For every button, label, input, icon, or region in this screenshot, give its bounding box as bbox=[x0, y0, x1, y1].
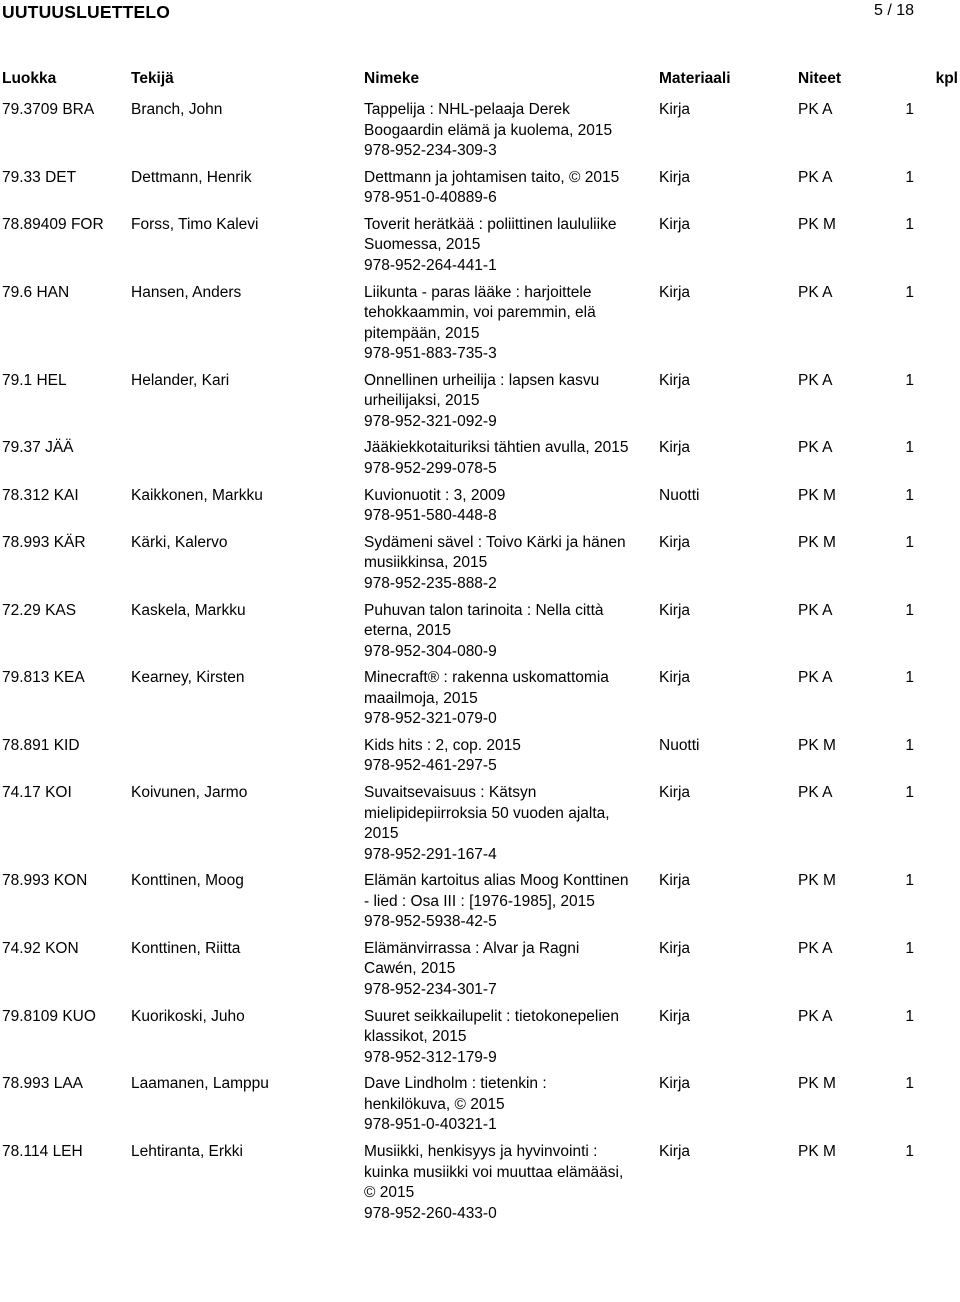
location-code: PK M bbox=[798, 1075, 836, 1093]
title-text: Jääkiekkotaituriksi tähtien avulla, 2015 bbox=[364, 439, 629, 457]
classification-code: 79.3709 BRA bbox=[2, 101, 95, 118]
material-type: Kirja bbox=[659, 439, 691, 457]
material-type: Kirja bbox=[659, 601, 691, 619]
title-text: Toverit herätkää : poliittinen laululiike Suomessa, 2015 bbox=[364, 215, 617, 254]
author-name: Dettmann, Henrik bbox=[131, 168, 252, 186]
column-header-kpl: kpl bbox=[935, 70, 958, 87]
title-block bbox=[364, 601, 634, 663]
catalog-list bbox=[0, 100, 960, 1230]
classification-code: 78.312 KAI bbox=[2, 486, 79, 504]
classification-code: 74.92 KON bbox=[2, 939, 79, 957]
catalog-row bbox=[0, 736, 960, 777]
material-type: Kirja bbox=[659, 1075, 691, 1093]
title-text: Onnellinen urheilija : lapsen kasvu urheilijaksi, 2015 bbox=[364, 371, 600, 410]
title-text: Suvaitsevaisuus : Kätsyn mielipidepiirroksia 50 vuoden ajalta, 2015 bbox=[364, 784, 610, 843]
title-text: Elämänvirrassa : Alvar ja Ragni Cawén, 2015 bbox=[364, 939, 580, 978]
catalog-row bbox=[0, 100, 960, 162]
title-block bbox=[364, 1007, 634, 1069]
title-block bbox=[364, 371, 634, 433]
page-number: 5 / 18 bbox=[873, 2, 914, 19]
isbn: 978-951-580-448-8 bbox=[364, 507, 497, 525]
title-text: Elämän kartoitus alias Moog Konttinen - lied : Osa III : [1976-1985], 2015 bbox=[364, 872, 629, 910]
title-block bbox=[364, 668, 634, 730]
isbn: 978-951-883-735-3 bbox=[364, 345, 497, 363]
author-name: Helander, Kari bbox=[131, 371, 230, 389]
location-code: PK A bbox=[798, 1007, 833, 1025]
material-type: Kirja bbox=[659, 872, 691, 890]
material-type: Kirja bbox=[659, 168, 691, 186]
title-block bbox=[364, 168, 634, 209]
title-block bbox=[364, 283, 634, 365]
material-type: Kirja bbox=[659, 533, 691, 551]
title-text: Puhuvan talon tarinoita : Nella città eterna, 2015 bbox=[364, 601, 604, 639]
copy-count: 1 bbox=[905, 1143, 914, 1160]
location-code: PK M bbox=[798, 486, 836, 504]
isbn: 978-952-260-433-0 bbox=[364, 1204, 497, 1222]
classification-code: 74.17 KOI bbox=[2, 784, 72, 802]
location-code: PK M bbox=[798, 215, 836, 233]
material-type: Kirja bbox=[659, 784, 691, 802]
isbn: 978-952-321-092-9 bbox=[364, 412, 497, 430]
author-name: Branch, John bbox=[131, 101, 223, 118]
author-name: Kärki, Kalervo bbox=[131, 533, 228, 551]
column-header-luokka: Luokka bbox=[2, 70, 57, 87]
author-name: Konttinen, Riitta bbox=[131, 939, 241, 957]
material-type: Kirja bbox=[659, 939, 691, 957]
location-code: PK M bbox=[798, 736, 836, 754]
column-header-niteet: Niteet bbox=[798, 70, 842, 87]
copy-count: 1 bbox=[905, 1007, 914, 1025]
isbn: 978-951-0-40321-1 bbox=[364, 1116, 497, 1134]
copy-count: 1 bbox=[905, 533, 914, 551]
column-header-materiaali: Materiaali bbox=[659, 70, 731, 87]
isbn: 978-952-235-888-2 bbox=[364, 574, 497, 592]
isbn: 978-952-461-297-5 bbox=[364, 757, 497, 775]
copy-count: 1 bbox=[905, 784, 914, 802]
copy-count: 1 bbox=[905, 283, 914, 301]
catalog-row bbox=[0, 1007, 960, 1069]
location-code: PK A bbox=[798, 168, 833, 186]
title-text: Kids hits : 2, cop. 2015 bbox=[364, 736, 521, 754]
location-code: PK A bbox=[798, 101, 833, 118]
title-block bbox=[364, 533, 634, 595]
copy-count: 1 bbox=[905, 736, 914, 754]
isbn: 978-952-234-301-7 bbox=[364, 980, 497, 998]
location-code: PK A bbox=[798, 283, 833, 301]
classification-code: 79.8109 KUO bbox=[2, 1007, 96, 1025]
title-block bbox=[364, 1074, 634, 1136]
classification-code: 72.29 KAS bbox=[2, 601, 77, 619]
catalog-row bbox=[0, 601, 960, 663]
catalog-row bbox=[0, 1142, 960, 1224]
isbn: 978-952-291-167-4 bbox=[364, 845, 497, 863]
author-name: Kuorikoski, Juho bbox=[131, 1007, 245, 1025]
copy-count: 1 bbox=[905, 168, 914, 186]
author-name: Forss, Timo Kalevi bbox=[131, 215, 259, 233]
catalog-row bbox=[0, 871, 960, 933]
catalog-row bbox=[0, 283, 960, 365]
classification-code: 79.33 DET bbox=[2, 168, 77, 186]
title-block bbox=[364, 871, 634, 933]
title-block bbox=[364, 100, 634, 162]
author-name: Kaskela, Markku bbox=[131, 601, 246, 619]
author-name: Hansen, Anders bbox=[131, 283, 242, 301]
copy-count: 1 bbox=[905, 486, 914, 504]
isbn: 978-952-299-078-5 bbox=[364, 459, 497, 477]
location-code: PK A bbox=[798, 784, 833, 802]
title-text: Dave Lindholm : tietenkin : henkilökuva, © 2015 bbox=[364, 1075, 547, 1113]
classification-code: 78.114 LEH bbox=[2, 1143, 83, 1160]
classification-code: 78.89409 FOR bbox=[2, 215, 104, 233]
isbn: 978-952-321-079-0 bbox=[364, 710, 497, 728]
isbn: 978-951-0-40889-6 bbox=[364, 189, 497, 207]
material-type: Nuotti bbox=[659, 486, 700, 504]
copy-count: 1 bbox=[905, 439, 914, 457]
catalog-row bbox=[0, 486, 960, 527]
material-type: Kirja bbox=[659, 1007, 691, 1025]
title-text: Kuvionuotit : 3, 2009 bbox=[364, 486, 506, 504]
copy-count: 1 bbox=[905, 939, 914, 957]
author-name: Konttinen, Moog bbox=[131, 872, 244, 890]
copy-count: 1 bbox=[905, 669, 914, 687]
column-header-tekija: Tekijä bbox=[131, 70, 174, 87]
isbn: 978-952-234-309-3 bbox=[364, 142, 497, 159]
copy-count: 1 bbox=[905, 215, 914, 233]
title-block bbox=[364, 215, 634, 277]
document-title: UUTUUSLUETTELO bbox=[2, 2, 171, 22]
classification-code: 79.1 HEL bbox=[2, 371, 67, 389]
title-text: Liikunta - paras lääke : harjoittele tehokkaammin, voi paremmin, elä pitempään, 2015 bbox=[364, 283, 596, 342]
copy-count: 1 bbox=[905, 371, 914, 389]
classification-code: 78.993 KÄR bbox=[2, 533, 86, 551]
author-name: Kearney, Kirsten bbox=[131, 669, 245, 687]
material-type: Kirja bbox=[659, 371, 691, 389]
classification-code: 78.993 LAA bbox=[2, 1075, 84, 1093]
location-code: PK A bbox=[798, 601, 833, 619]
author-name: Kaikkonen, Markku bbox=[131, 486, 263, 504]
title-text: Minecraft® : rakenna uskomattomia maailmoja, 2015 bbox=[364, 669, 609, 707]
title-block bbox=[364, 1142, 634, 1224]
title-block bbox=[364, 939, 634, 1001]
material-type: Kirja bbox=[659, 215, 691, 233]
title-block bbox=[364, 486, 634, 527]
catalog-row bbox=[0, 668, 960, 730]
catalog-row bbox=[0, 215, 960, 277]
location-code: PK A bbox=[798, 439, 833, 457]
material-type: Kirja bbox=[659, 101, 691, 118]
author-name: Laamanen, Lamppu bbox=[131, 1075, 269, 1093]
catalog-row bbox=[0, 1074, 960, 1136]
copy-count: 1 bbox=[905, 1075, 914, 1093]
location-code: PK M bbox=[798, 533, 836, 551]
material-type: Kirja bbox=[659, 283, 691, 301]
catalog-row bbox=[0, 168, 960, 209]
title-block bbox=[364, 783, 634, 865]
isbn: 978-952-5938-42-5 bbox=[364, 913, 497, 931]
catalog-row bbox=[0, 533, 960, 595]
location-code: PK M bbox=[798, 1143, 836, 1160]
isbn: 978-952-304-080-9 bbox=[364, 642, 497, 660]
page-header bbox=[0, 0, 960, 26]
title-text: Tappelija : NHL-pelaaja Derek Boogaardin elämä ja kuolema, 2015 bbox=[364, 101, 613, 139]
isbn: 978-952-312-179-9 bbox=[364, 1048, 497, 1066]
isbn: 978-952-264-441-1 bbox=[364, 256, 497, 274]
material-type: Nuotti bbox=[659, 736, 700, 754]
author-name: Lehtiranta, Erkki bbox=[131, 1143, 243, 1160]
catalog-row bbox=[0, 371, 960, 433]
classification-code: 78.993 KON bbox=[2, 872, 88, 890]
location-code: PK M bbox=[798, 872, 836, 890]
classification-code: 79.37 JÄÄ bbox=[2, 439, 74, 457]
location-code: PK A bbox=[798, 669, 833, 687]
title-block bbox=[364, 736, 634, 777]
catalog-row bbox=[0, 783, 960, 865]
classification-code: 78.891 KID bbox=[2, 736, 80, 754]
author-name: Koivunen, Jarmo bbox=[131, 784, 248, 802]
classification-code: 79.813 KEA bbox=[2, 669, 85, 687]
material-type: Kirja bbox=[659, 669, 691, 687]
copy-count: 1 bbox=[905, 601, 914, 619]
classification-code: 79.6 HAN bbox=[2, 283, 70, 301]
title-text: Dettmann ja johtamisen taito, © 2015 bbox=[364, 168, 620, 186]
location-code: PK A bbox=[798, 371, 833, 389]
catalog-row bbox=[0, 438, 960, 479]
material-type: Kirja bbox=[659, 1143, 691, 1160]
location-code: PK A bbox=[798, 939, 833, 957]
column-header-nimeke: Nimeke bbox=[364, 70, 420, 87]
copy-count: 1 bbox=[905, 101, 914, 118]
catalog-row bbox=[0, 939, 960, 1001]
copy-count: 1 bbox=[905, 872, 914, 890]
title-text: Suuret seikkailupelit : tietokonepelien klassikot, 2015 bbox=[364, 1007, 620, 1046]
title-text: Musiikki, henkisyys ja hyvinvointi : kuinka musiikki voi muuttaa elämääsi, © 2015 bbox=[364, 1143, 624, 1201]
title-block bbox=[364, 438, 634, 479]
title-text: Sydämeni sävel : Toivo Kärki ja hänen musiikkinsa, 2015 bbox=[364, 533, 626, 572]
